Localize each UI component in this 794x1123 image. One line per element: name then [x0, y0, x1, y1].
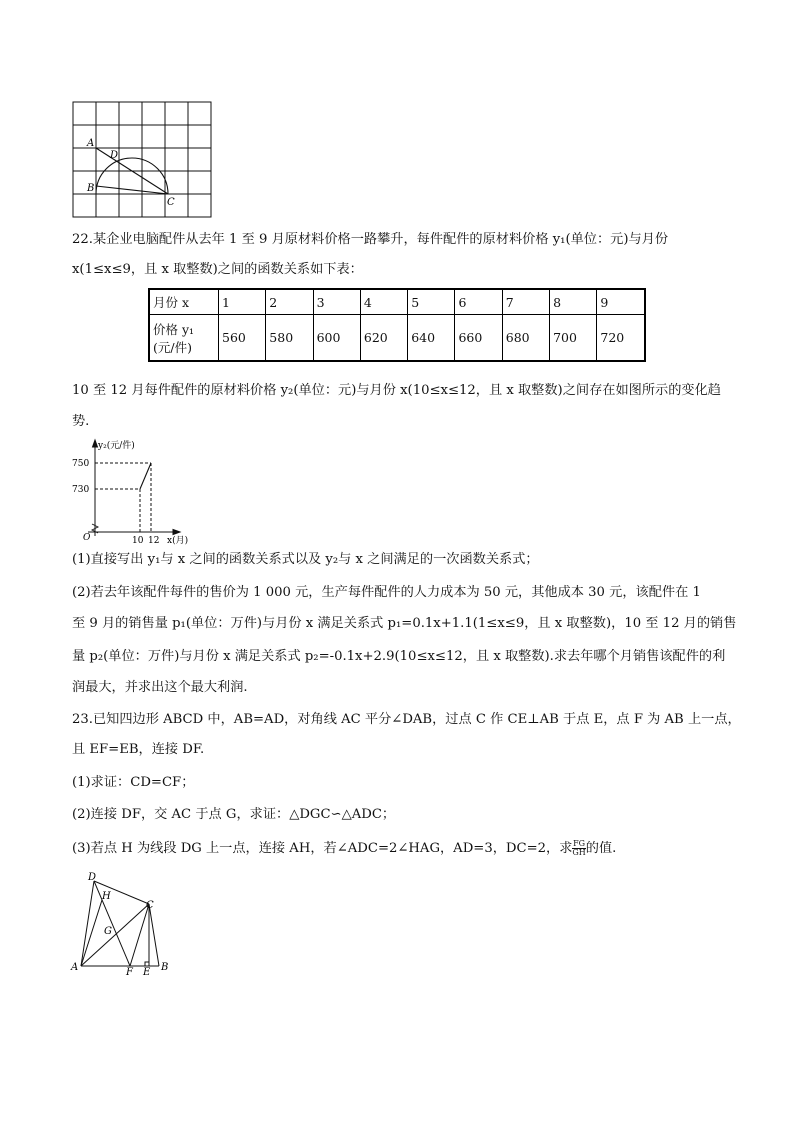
q23-line2: 且 EF=EB，连接 DF.: [72, 742, 205, 757]
table-row-price: [149, 315, 645, 362]
q22-intro-line1: 22.某企业电脑配件从去年 1 至 9 月原材料价格一路攀升，每件配件的原材料价格 y₁(单位：元)与月份: [72, 232, 669, 247]
origin-label: O: [83, 533, 91, 543]
table-cell: 720: [597, 315, 645, 362]
label-C: C: [146, 900, 154, 911]
label-H: H: [102, 891, 111, 902]
label-D: D: [110, 150, 119, 161]
table-cell: 4: [360, 289, 407, 315]
table-cell: 680: [502, 315, 549, 362]
label-A: A: [87, 138, 95, 149]
q23-part1: (1)求证：CD=CF；: [72, 775, 195, 790]
xtick-12: 12: [148, 536, 160, 546]
price-table: [148, 288, 646, 362]
table-header-price-line1: 价格 y₁: [153, 321, 195, 337]
table-cell: 600: [313, 315, 360, 362]
q23-part2: (2)连接 DF，交 AC 于点 G，求证：△DGC∽△ADC；: [72, 807, 396, 822]
table-cell: 9: [597, 289, 645, 315]
table-cell: 1: [219, 289, 266, 315]
label-D: D: [88, 872, 97, 883]
label-A: A: [71, 962, 79, 973]
q23-part3-text: (3)若点 H 为线段 DG 上一点，连接 AH，若∠ADC=2∠HAG，AD=3，DC=2，求: [72, 841, 573, 856]
quadrilateral-figure: [66, 868, 186, 978]
table-cell: 3: [313, 289, 360, 315]
x-axis-label: x(月): [167, 536, 189, 546]
q23-line1: 23.已知四边形 ABCD 中，AB=AD，对角线 AC 平分∠DAB，过点 C 作 CE⊥AB 于点 E，点 F 为 AB 上一点，: [72, 712, 741, 727]
table-cell: 5: [408, 289, 455, 315]
ytick-750: 750: [72, 459, 90, 469]
label-B: B: [161, 962, 169, 973]
fraction-fg-gh: [572, 840, 585, 857]
y2-graph: [66, 436, 196, 546]
table-header-price: [149, 315, 219, 362]
q23-part3-tail: 的值.: [585, 841, 617, 856]
q22-part2-line3: 量 p₂(单位：万件)与月份 x 满足关系式 p₂=-0.1x+2.9(10≤x≤12，且 x 取整数).求去年哪个月销售该配件的利: [72, 649, 726, 664]
q22-after-table-line1: 10 至 12 月每件配件的原材料价格 y₂(单位：元)与月份 x(10≤x≤12，且 x 取整数)之间存在如图所示的变化趋: [72, 383, 721, 398]
fraction-denominator: GH: [572, 848, 586, 857]
grid-figure: [70, 100, 215, 220]
q22-intro-line2: x(1≤x≤9，且 x 取整数)之间的函数关系如下表：: [72, 262, 363, 277]
q23-part3: [72, 840, 616, 857]
table-cell: 660: [455, 315, 502, 362]
table-row-month: [149, 289, 645, 315]
label-G: G: [104, 926, 112, 937]
table-cell: 580: [266, 315, 313, 362]
label-E: E: [143, 967, 151, 978]
label-B: B: [87, 183, 95, 194]
y2-axis-label: y₂(元/件): [98, 441, 135, 451]
table-cell: 2: [266, 289, 313, 315]
table-header-month: 月份 x: [149, 289, 219, 315]
fraction-numerator: FG: [573, 839, 586, 848]
table-cell: 560: [219, 315, 266, 362]
table-cell: 6: [455, 289, 502, 315]
q22-part2-line2: 至 9 月的销售量 p₁(单位：万件)与月份 x 满足关系式 p₁=0.1x+1.1(1≤x≤9，且 x 取整数)，10 至 12 月的销售: [72, 616, 737, 631]
q22-part2-line4: 润最大，并求出这个最大利润.: [72, 680, 248, 695]
table-cell: 8: [550, 289, 597, 315]
label-C: C: [167, 197, 175, 208]
table-header-price-line2: (元/件): [153, 339, 192, 355]
xtick-10: 10: [132, 536, 144, 546]
q22-part2-line1: (2)若去年该配件每件的售价为 1 000 元，生产每件配件的人力成本为 50 元，其他成本 30 元，该配件在 1: [72, 585, 701, 600]
table-cell: 640: [408, 315, 455, 362]
ytick-730: 730: [72, 485, 90, 495]
table-cell: 700: [550, 315, 597, 362]
table-cell: 620: [360, 315, 407, 362]
q22-part1: (1)直接写出 y₁与 x 之间的函数关系式以及 y₂与 x 之间满足的一次函数关系式；: [72, 552, 539, 567]
table-cell: 7: [502, 289, 549, 315]
y2-segment: [140, 463, 151, 489]
label-F: F: [126, 967, 133, 978]
q22-after-table-line2: 势.: [72, 414, 90, 429]
